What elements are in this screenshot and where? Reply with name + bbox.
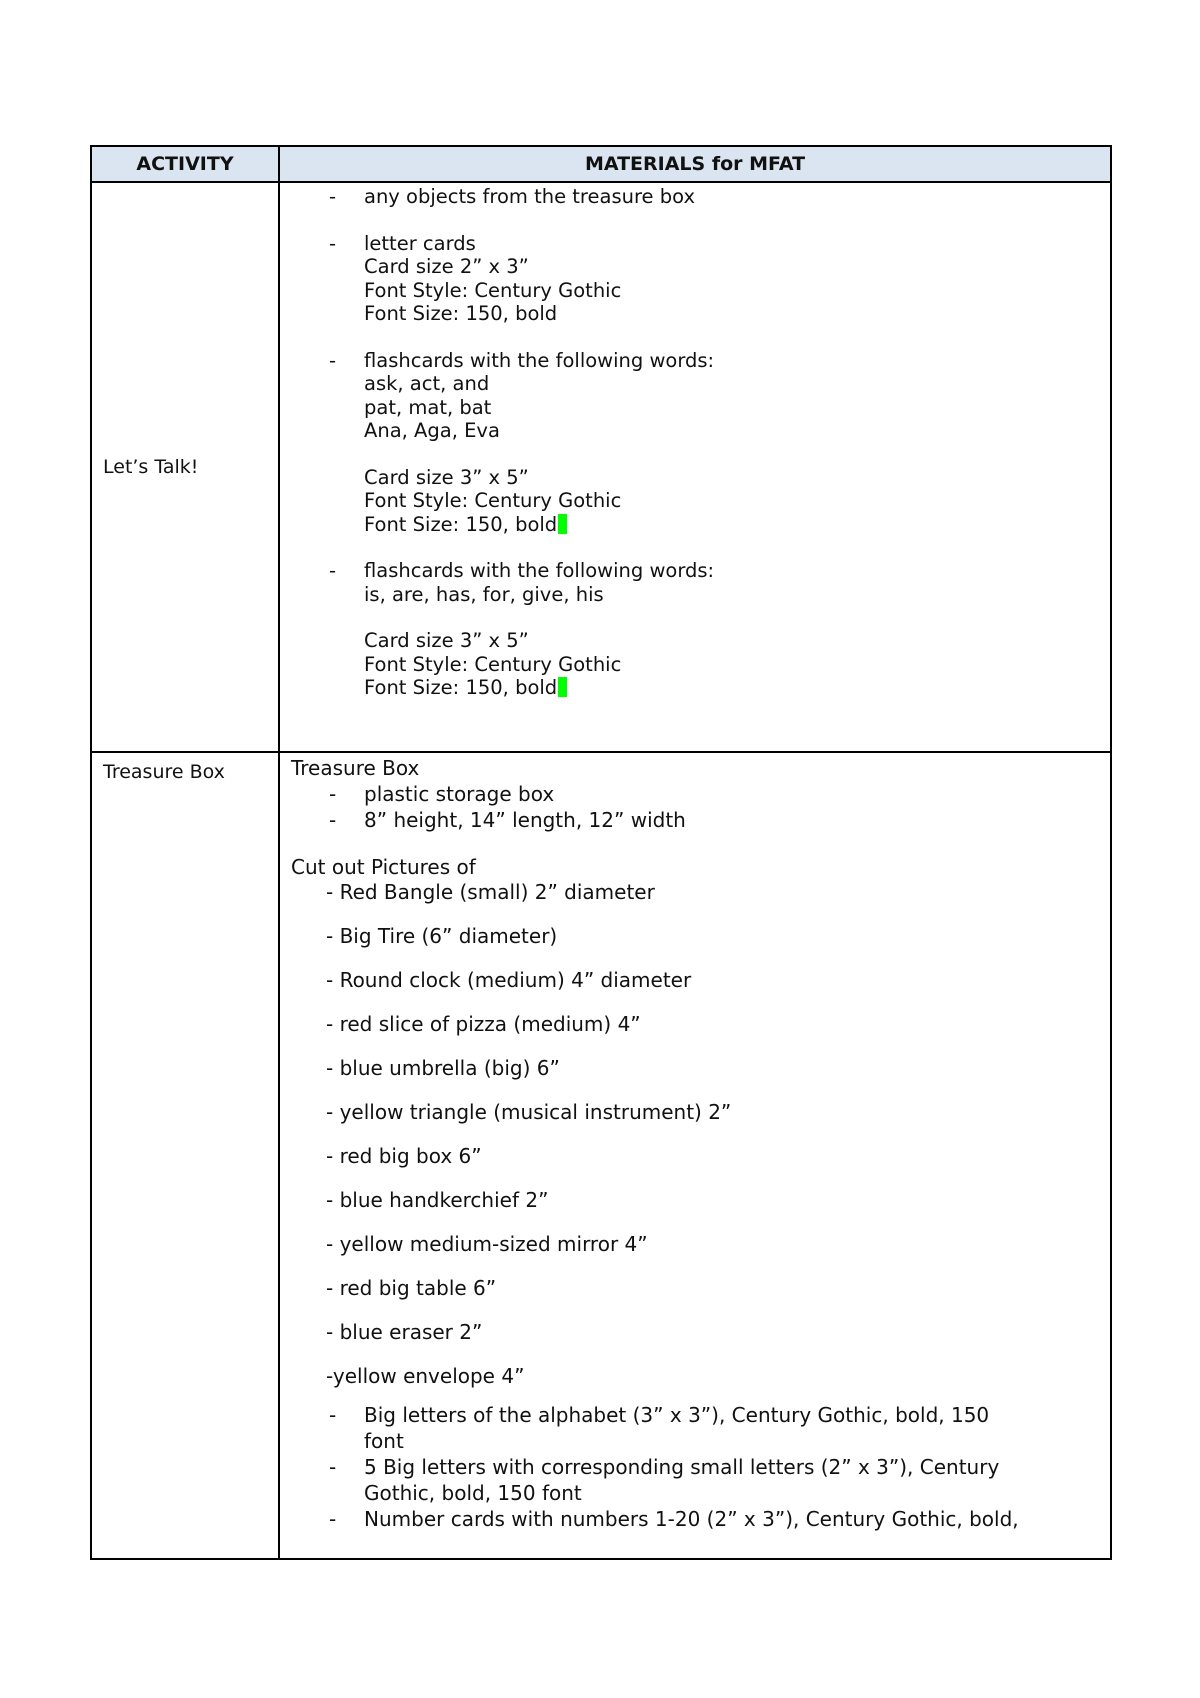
highlight-mark — [558, 677, 567, 697]
list-item: - yellow triangle (musical instrument) 2” — [326, 1100, 732, 1124]
list-item: - red big table 6” — [326, 1276, 497, 1300]
card-spec: Card size 3” x 5” Font Style: Century Gothic Font Size: 150, bold — [364, 629, 622, 699]
activity-treasure-box: Treasure Box — [91, 752, 279, 1559]
list-item: - blue handkerchief 2” — [326, 1188, 549, 1212]
list-item: - Red Bangle (small) 2” diameter — [326, 880, 655, 904]
list-item: - flashcards with the following words: ask, act, and pat, mat, bat Ana, Aga, Eva — [329, 348, 715, 442]
highlight-mark — [558, 514, 567, 534]
list-item: - 8” height, 14” length, 12” width — [329, 808, 686, 832]
list-item: - yellow medium-sized mirror 4” — [326, 1232, 648, 1256]
activity-lets-talk: Let’s Talk! — [91, 182, 279, 752]
list-item: - Round clock (medium) 4” diameter — [326, 968, 692, 992]
card-spec: Card size 3” x 5” Font Style: Century Gothic Font Size: 150, bold — [364, 465, 622, 536]
list-item: - flashcards with the following words: is, are, has, for, give, his — [329, 559, 715, 606]
list-item: - Big letters of the alphabet (3” x 3”), Century Gothic, bold, 150 font — [329, 1403, 990, 1453]
list-item: - Number cards with numbers 1-20 (2” x 3”), Century Gothic, bold, — [329, 1507, 1019, 1531]
materials-lets-talk — [279, 182, 1111, 752]
header-materials: MATERIALS for MFAT — [279, 146, 1111, 182]
header-activity: ACTIVITY — [91, 146, 279, 182]
list-item: - blue eraser 2” — [326, 1320, 483, 1344]
list-item: - blue umbrella (big) 6” — [326, 1056, 560, 1080]
list-item: - plastic storage box — [329, 782, 555, 806]
list-item: - letter cards Card size 2” x 3” Font Style: Century Gothic Font Size: 150, bold — [329, 231, 622, 325]
list-item: - red big box 6” — [326, 1144, 482, 1168]
materials-table — [90, 145, 1112, 1560]
materials-treasure-box — [279, 752, 1111, 1559]
list-item: - red slice of pizza (medium) 4” — [326, 1012, 641, 1036]
table-row — [91, 182, 1111, 752]
section-heading: Cut out Pictures of — [291, 855, 476, 879]
list-item: - 5 Big letters with corresponding small letters (2” x 3”), Century Gothic, bold, 150 font — [329, 1455, 1000, 1505]
list-item: - any objects from the treasure box — [329, 185, 696, 208]
header-row — [91, 146, 1111, 182]
list-item: - Big Tire (6” diameter) — [326, 924, 558, 948]
list-item: -yellow envelope 4” — [326, 1364, 525, 1388]
section-heading: Treasure Box — [291, 756, 420, 780]
table-row — [91, 752, 1111, 1559]
